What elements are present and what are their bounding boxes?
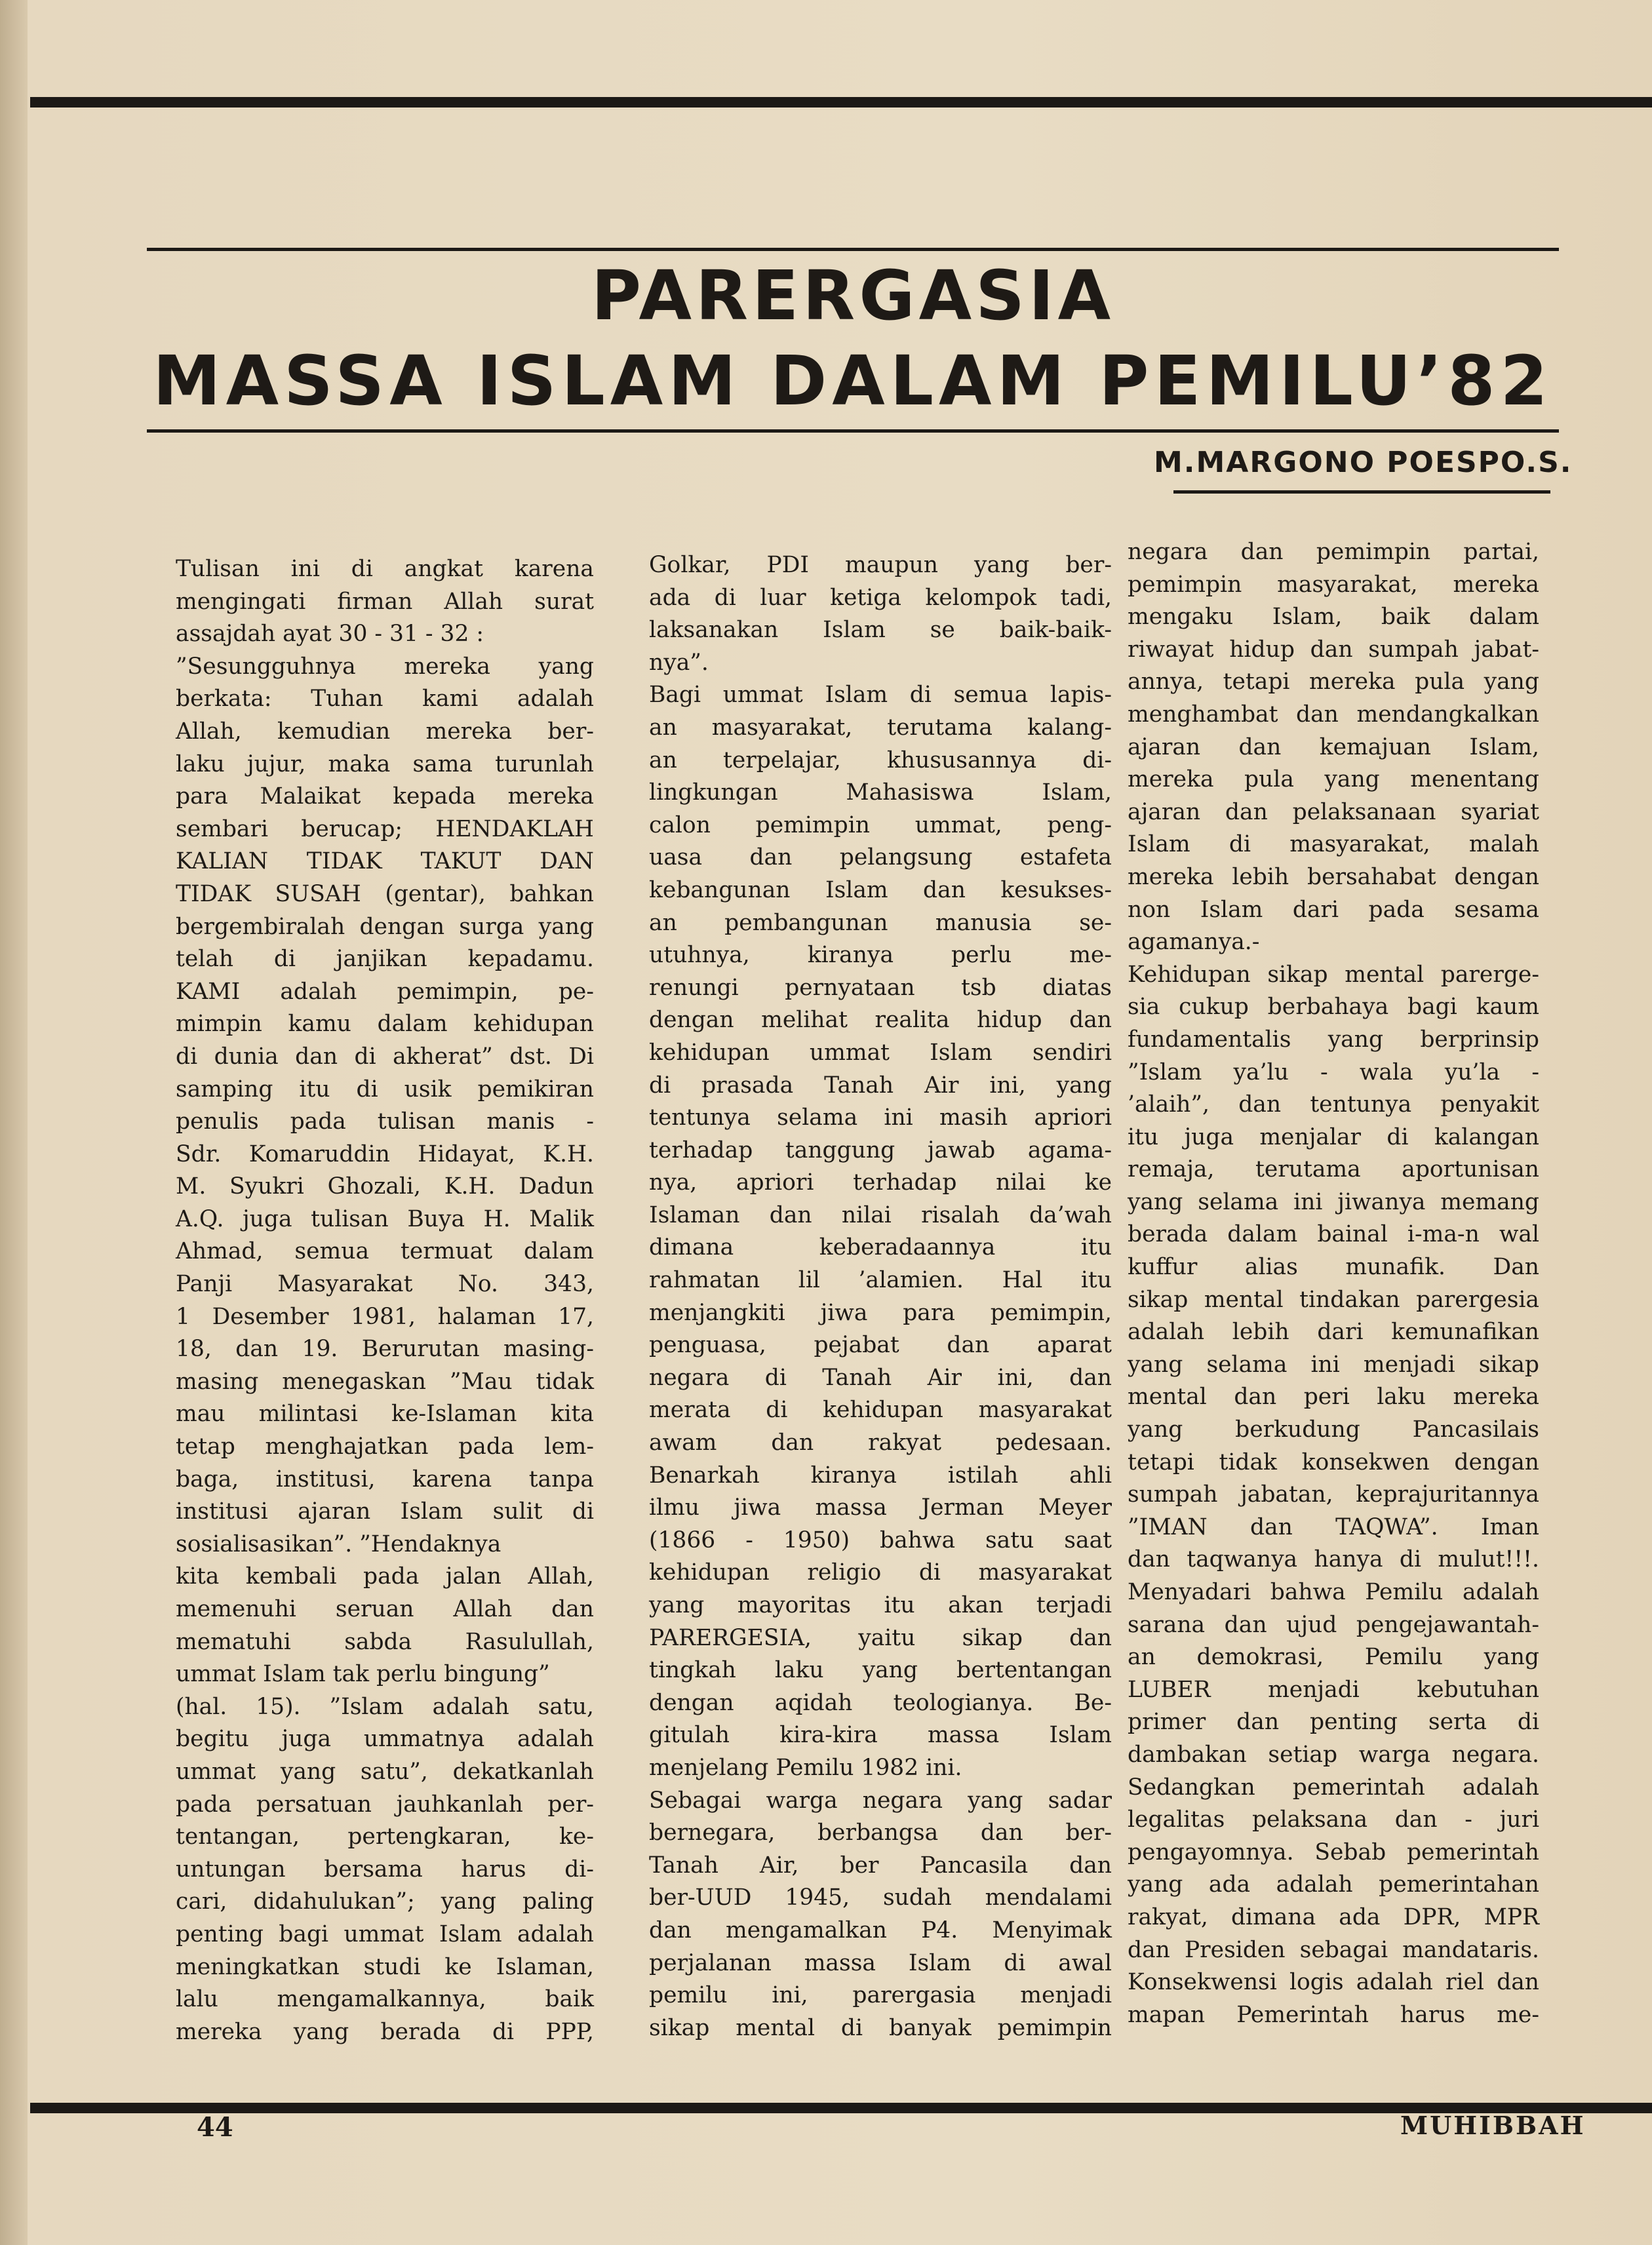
text-line: memenuhi seruan Allah dan — [176, 1596, 594, 1622]
title-line-2: MASSA ISLAM DALAM PEMILU’82 — [153, 341, 1553, 421]
text-line: pada persatuan jauhkanlah per- — [176, 1791, 594, 1818]
page-spine — [0, 0, 28, 2245]
title-rule-upper — [147, 248, 1559, 251]
text-line: renungi pernyataan tsb diatas — [649, 974, 1112, 1001]
text-line: primer dan penting serta di — [1128, 1709, 1539, 1736]
text-line: 1 Desember 1981, halaman 17, — [176, 1303, 594, 1330]
text-line: tentunya selama ini masih apriori — [649, 1104, 1112, 1131]
text-line: terhadap tanggung jawab agama- — [649, 1137, 1112, 1163]
text-line: ”IMAN dan TAQWA”. Iman — [1128, 1513, 1539, 1540]
text-line: ummat yang satu”, dekatkanlah — [176, 1758, 594, 1785]
text-line: untungan bersama harus di- — [176, 1856, 594, 1883]
text-line: yang mayoritas itu akan terjadi — [649, 1592, 1112, 1618]
text-line: pengayomnya. Sebab pemerintah — [1128, 1839, 1539, 1865]
text-line: Bagi ummat Islam di semua lapis- — [649, 682, 1112, 709]
text-line: ada di luar ketiga kelompok tadi, — [649, 584, 1112, 611]
text-line: Ahmad, semua termuat dalam — [176, 1238, 594, 1265]
text-line: mereka yang berada di PPP, — [176, 2018, 594, 2045]
text-line: Islaman dan nilai risalah da’wah — [649, 1201, 1112, 1228]
text-line: begitu juga ummatnya adalah — [176, 1726, 594, 1753]
text-line: an pembangunan manusia se- — [649, 909, 1112, 936]
text-line: kita kembali pada jalan Allah, — [176, 1563, 594, 1590]
text-line: calon pemimpin ummat, peng- — [649, 811, 1112, 838]
text-line: telah di janjikan kepadamu. — [176, 946, 594, 973]
text-line: assajdah ayat 30 - 31 - 32 : — [176, 621, 484, 648]
text-line: dengan melihat realita hidup dan — [649, 1007, 1112, 1034]
text-line: Benarkah kiranya istilah ahli — [649, 1462, 1112, 1489]
title-rule-lower — [147, 429, 1559, 433]
text-column-3 — [1128, 536, 1539, 2031]
text-line: yang ada adalah pemerintahan — [1128, 1871, 1539, 1898]
text-line: bernegara, berbangsa dan ber- — [649, 1820, 1112, 1846]
text-line: Tanah Air, ber Pancasila dan — [649, 1852, 1112, 1879]
text-line: cari, didahulukan”; yang paling — [176, 1888, 594, 1915]
text-line: tetapi tidak konsekwen dengan — [1128, 1449, 1539, 1475]
text-line: KAMI adalah pemimpin, pe- — [176, 978, 594, 1005]
text-line: agamanya.- — [1128, 929, 1260, 956]
text-line: ummat Islam tak perlu bingung” — [176, 1661, 550, 1688]
text-line: ’alaih”, dan tentunya penyakit — [1128, 1091, 1539, 1118]
text-line: sumpah jabatan, keprajuritannya — [1128, 1481, 1539, 1508]
text-line: berada dalam bainal i-ma-n wal — [1128, 1221, 1539, 1248]
text-line: mimpin kamu dalam kehidupan — [176, 1011, 594, 1038]
text-line: ”Islam ya’lu - wala yu’la - — [1128, 1059, 1539, 1085]
text-line: laksanakan Islam se baik-baik- — [649, 617, 1112, 644]
text-line: mereka pula yang menentang — [1128, 766, 1539, 793]
text-line: A.Q. juga tulisan Buya H. Malik — [176, 1205, 594, 1232]
text-line: negara di Tanah Air ini, dan — [649, 1364, 1112, 1391]
text-line: lingkungan Mahasiswa Islam, — [649, 779, 1112, 806]
text-line: M. Syukri Ghozali, K.H. Dadun — [176, 1173, 594, 1200]
text-line: tentangan, pertengkaran, ke- — [176, 1824, 594, 1850]
text-line: utuhnya, kiranya perlu me- — [649, 942, 1112, 969]
text-line: meningkatkan studi ke Islaman, — [176, 1953, 594, 1980]
text-line: samping itu di usik pemikiran — [176, 1076, 594, 1103]
text-line: mapan Pemerintah harus me- — [1128, 2001, 1539, 2028]
text-line: uasa dan pelangsung estafeta — [649, 844, 1112, 871]
text-line: (1866 - 1950) bahwa satu saat — [649, 1527, 1112, 1553]
text-line: sembari berucap; HENDAKLAH — [176, 815, 594, 842]
text-line: di prasada Tanah Air ini, yang — [649, 1072, 1112, 1099]
text-line: Kehidupan sikap mental parerge- — [1128, 961, 1539, 988]
text-line: merata di kehidupan masyarakat — [649, 1397, 1112, 1424]
text-line: pemilu ini, parergasia menjadi — [649, 1982, 1112, 2009]
text-line: Sdr. Komaruddin Hidayat, K.H. — [176, 1141, 594, 1167]
text-line: institusi ajaran Islam sulit di — [176, 1498, 594, 1525]
text-line: penting bagi ummat Islam adalah — [176, 1921, 594, 1947]
text-line: negara dan pemimpin partai, — [1128, 539, 1539, 565]
text-line: Allah, kemudian mereka ber- — [176, 718, 594, 745]
text-line: remaja, terutama aportunisan — [1128, 1156, 1539, 1183]
text-line: dambakan setiap warga negara. — [1128, 1741, 1539, 1768]
text-line: tingkah laku yang bertentangan — [649, 1657, 1112, 1684]
text-line: TIDAK SUSAH (gentar), bahkan — [176, 880, 594, 907]
text-line: Golkar, PDI maupun yang ber- — [649, 552, 1112, 578]
text-line: ajaran dan pelaksanaan syariat — [1128, 798, 1539, 825]
text-line: Konsekwensi logis adalah riel dan — [1128, 1969, 1539, 1996]
text-line: sosialisasikan”. ”Hendaknya — [176, 1531, 502, 1557]
text-line: an terpelajar, khususannya di- — [649, 747, 1112, 773]
text-line: menghambat dan mendangkalkan — [1128, 701, 1539, 728]
text-line: rahmatan lil ’alamien. Hal itu — [649, 1267, 1112, 1294]
text-line: ”Sesungguhnya mereka yang — [176, 653, 594, 680]
text-line: berkata: Tuhan kami adalah — [176, 686, 594, 713]
magazine-name: MUHIBBAH — [1400, 2111, 1586, 2140]
text-line: Islam di masyarakat, malah — [1128, 831, 1539, 858]
text-line: lalu mengamalkannya, baik — [176, 1986, 594, 2013]
text-line: ilmu jiwa massa Jerman Meyer — [649, 1494, 1112, 1521]
text-line: dan mengamalkan P4. Menyimak — [649, 1917, 1112, 1943]
text-line: mental dan peri laku mereka — [1128, 1384, 1539, 1411]
text-line: tetap menghajatkan pada lem- — [176, 1434, 594, 1460]
text-line: fundamentalis yang berprinsip — [1128, 1026, 1539, 1053]
text-line: masing menegaskan ”Mau tidak — [176, 1368, 594, 1395]
text-line: yang selama ini jiwanya memang — [1128, 1188, 1539, 1215]
text-line: Panji Masyarakat No. 343, — [176, 1271, 594, 1298]
text-line: bergembiralah dengan surga yang — [176, 913, 594, 940]
text-line: sarana dan ujud pengejawantah- — [1128, 1611, 1539, 1638]
text-line: dimana keberadaannya itu — [649, 1234, 1112, 1261]
text-line: dengan aqidah teologianya. Be- — [649, 1689, 1112, 1716]
text-line: sikap mental di banyak pemimpin — [649, 2014, 1112, 2041]
text-line: para Malaikat kepada mereka — [176, 783, 594, 810]
text-line: ajaran dan kemajuan Islam, — [1128, 733, 1539, 760]
title-line-1: PARERGASIA — [591, 256, 1115, 336]
text-column-2 — [649, 549, 1112, 2044]
text-line: baga, institusi, karena tanpa — [176, 1466, 594, 1493]
text-line: menjangkiti jiwa para pemimpin, — [649, 1299, 1112, 1326]
text-line: pemimpin masyarakat, mereka — [1128, 571, 1539, 598]
text-line: kehidupan religio di masyarakat — [649, 1559, 1112, 1586]
text-line: sia cukup berbahaya bagi kaum — [1128, 994, 1539, 1021]
text-line: mau milintasi ke-Islaman kita — [176, 1401, 594, 1428]
text-line: itu juga menjalar di kalangan — [1128, 1123, 1539, 1150]
text-line: gitulah kira-kira massa Islam — [649, 1722, 1112, 1749]
text-line: adalah lebih dari kemunafikan — [1128, 1319, 1539, 1346]
text-line: Sedangkan pemerintah adalah — [1128, 1774, 1539, 1801]
byline-underline — [1173, 490, 1550, 494]
text-line: di dunia dan di akherat” dst. Di — [176, 1043, 594, 1070]
text-line: yang berkudung Pancasilais — [1128, 1416, 1539, 1443]
text-line: kuffur alias munafik. Dan — [1128, 1254, 1539, 1281]
text-line: mereka lebih bersahabat dengan — [1128, 863, 1539, 890]
text-line: riwayat hidup dan sumpah jabat- — [1128, 636, 1539, 663]
text-line: mengingati firman Allah surat — [176, 588, 594, 615]
text-line: perjalanan massa Islam di awal — [649, 1949, 1112, 1976]
article-title — [147, 253, 1559, 423]
text-line: PARERGESIA, yaitu sikap dan — [649, 1624, 1112, 1651]
text-line: penguasa, pejabat dan aparat — [649, 1332, 1112, 1359]
text-line: mematuhi sabda Rasulullah, — [176, 1628, 594, 1655]
text-column-1 — [176, 553, 594, 2048]
text-line: Menyadari bahwa Pemilu adalah — [1128, 1579, 1539, 1605]
text-line: nya”. — [649, 649, 709, 676]
text-line: annya, tetapi mereka pula yang — [1128, 669, 1539, 695]
text-line: 18, dan 19. Berurutan masing- — [176, 1336, 594, 1363]
text-line: mengaku Islam, baik dalam — [1128, 604, 1539, 631]
text-line: legalitas pelaksana dan - juri — [1128, 1806, 1539, 1833]
text-line: an masyarakat, terutama kalang- — [649, 714, 1112, 741]
text-line: LUBER menjadi kebutuhan — [1128, 1676, 1539, 1703]
text-line: laku jujur, maka sama turunlah — [176, 751, 594, 777]
text-line: (hal. 15). ”Islam adalah satu, — [176, 1693, 594, 1720]
text-line: sikap mental tindakan parergesia — [1128, 1286, 1539, 1313]
header-rule — [30, 97, 1652, 107]
text-line: kehidupan ummat Islam sendiri — [649, 1039, 1112, 1066]
text-line: Sebagai warga negara yang sadar — [649, 1787, 1112, 1814]
author-byline: M.MARGONO POESPO.S. — [1154, 446, 1573, 479]
text-line: yang selama ini menjadi sikap — [1128, 1351, 1539, 1378]
text-line: an demokrasi, Pemilu yang — [1128, 1644, 1539, 1671]
text-line: Tulisan ini di angkat karena — [176, 556, 594, 582]
page-number: 44 — [197, 2112, 233, 2143]
text-line: dan Presiden sebagai mandataris. — [1128, 1936, 1539, 1963]
text-line: KALIAN TIDAK TAKUT DAN — [176, 848, 594, 875]
text-line: dan taqwanya hanya di mulut!!!. — [1128, 1546, 1539, 1573]
text-line: rakyat, dimana ada DPR, MPR — [1128, 1903, 1539, 1930]
text-line: ber-UUD 1945, sudah mendalami — [649, 1884, 1112, 1911]
text-line: nya, apriori terhadap nilai ke — [649, 1169, 1112, 1196]
text-line: penulis pada tulisan manis - — [176, 1108, 594, 1135]
text-line: kebangunan Islam dan kesukses- — [649, 876, 1112, 903]
text-line: non Islam dari pada sesama — [1128, 896, 1539, 923]
text-line: menjelang Pemilu 1982 ini. — [649, 1754, 962, 1781]
text-line: awam dan rakyat pedesaan. — [649, 1430, 1112, 1456]
